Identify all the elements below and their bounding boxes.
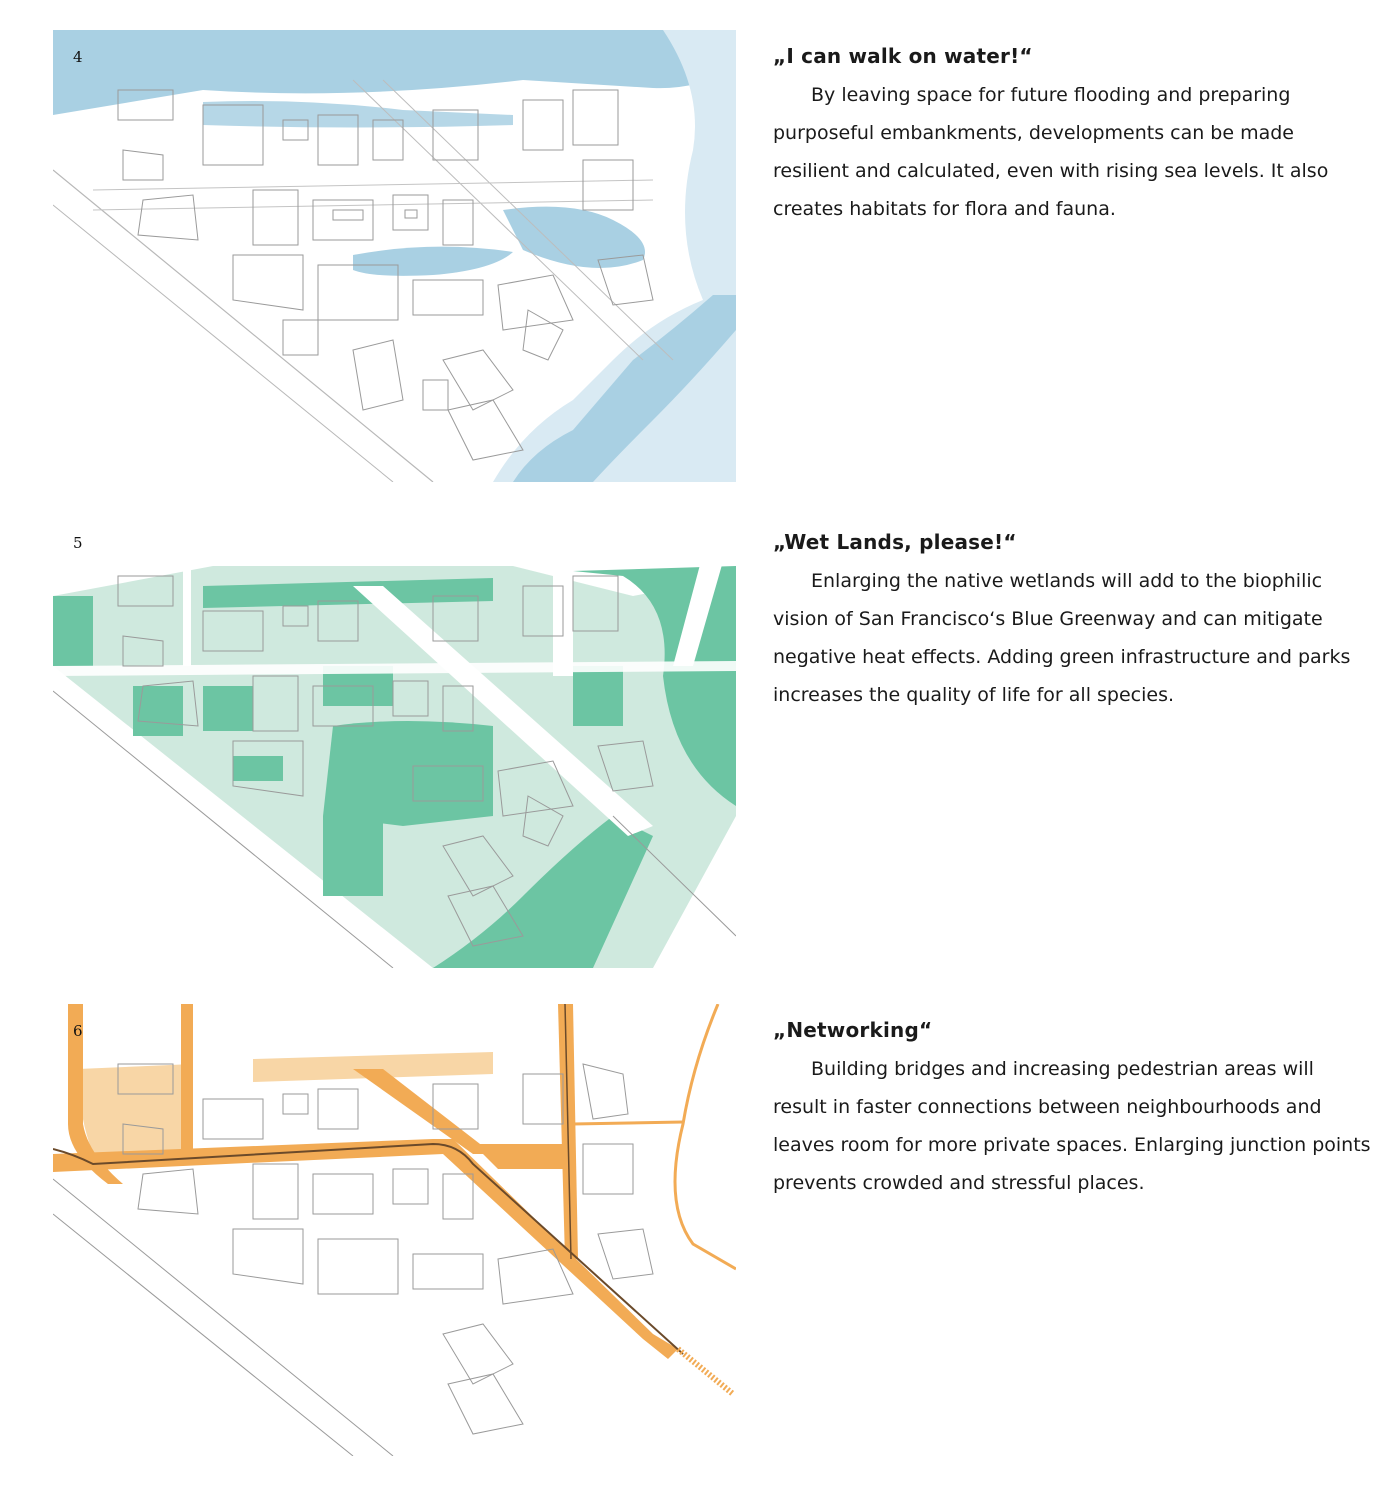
- map-networking: [53, 1004, 736, 1456]
- map-number: 6: [73, 1022, 83, 1040]
- section-wetlands: [0, 516, 1400, 976]
- text-block-networking: [773, 1018, 1373, 1202]
- map-number: 4: [73, 48, 83, 66]
- section-body: Building bridges and increasing pedestrian areas will result in faster connections between neighbourhoods and leaves room for more private spaces. Enlarging junction points prevents crowded and stressful places.: [773, 1058, 1371, 1194]
- section-title: „Wet Lands, please!“: [773, 530, 1017, 554]
- section-title: „I can walk on water!“: [773, 44, 1033, 68]
- text-block-water: [773, 44, 1373, 228]
- section-title: „Networking“: [773, 1018, 933, 1042]
- section-water: [0, 30, 1400, 490]
- map-water-drawing: [53, 30, 736, 482]
- map-number: 5: [73, 534, 83, 552]
- map-wetlands-drawing: [53, 516, 736, 968]
- map-water: [53, 30, 736, 482]
- section-networking: [0, 1004, 1400, 1464]
- text-block-wetlands: [773, 530, 1373, 714]
- map-networking-drawing: [53, 1004, 736, 1456]
- section-body: By leaving space for future flooding and preparing purposeful embankments, developments can be made resilient and calculated, even with rising sea levels. It also creates habitats for flora and fauna.: [773, 84, 1329, 220]
- section-body: Enlarging the native wetlands will add to the biophilic vision of San Francisco‘s Blue Greenway and can mitigate negative heat effects. Adding green infrastructure and parks increases the quality of life for all species.: [773, 570, 1351, 706]
- map-wetlands: [53, 516, 736, 968]
